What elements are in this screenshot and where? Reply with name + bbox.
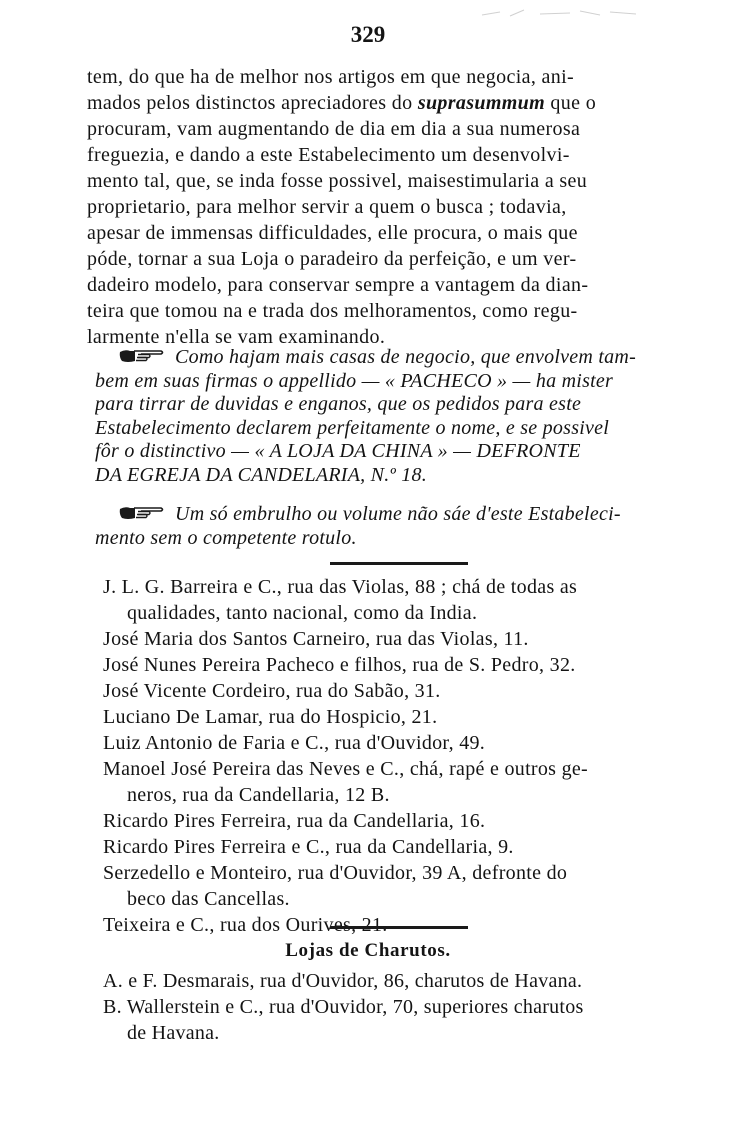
notice-line: Como hajam mais casas de negocio, que envolvem tam- [95,346,685,370]
paragraph-line: mento tal, que, se inda fosse possivel, maisestimularia a seu [87,170,588,192]
paragraph-line: freguezia, e dando a este Estabelecimento um desenvolvi- [87,144,570,166]
paragraph-line: dadeiro modelo, para conservar sempre a vantagem da dian- [87,274,589,296]
pointing-hand-icon [119,347,165,365]
list-item: Serzedello e Monteiro, rua d'Ouvidor, 39 A, defronte do beco das Cancellas. [103,862,568,910]
notice-line: para tirrar de duvidas e enganos, que os pedidos para este [95,393,582,415]
paragraph-line: proprietario, para melhor servir a quem o busca ; todavia, [87,196,567,218]
paragraph-line: apesar de immensas difficuldades, elle procura, o mais que [87,222,578,244]
paragraph-line: póde, tornar a sua Loja o paradeiro da perfeição, e um ver- [87,248,577,270]
notice-line: Um só embrulho ou volume não sáe d'este Estabeleci- [95,503,685,527]
paragraph-line: procuram, vam augmentando de dia em dia a sua numerosa [87,118,581,140]
scan-noise-mark [480,6,640,20]
list-item: Teixeira e C., rua dos Ourives, 21. [103,914,388,936]
paragraph-line: mados pelos distinctos apreciadores do suprasummum que o [87,92,597,114]
list-item: Luciano De Lamar, rua do Hospicio, 21. [103,706,438,728]
page-number: 329 [350,22,386,47]
pointing-hand-icon [119,504,165,522]
list-item: J. L. G. Barreira e C., rua das Violas, 88 ; chá de todas as qualidades, tanto nacional, como da India. [103,576,578,624]
notice-line: mento sem o competente rotulo. [95,526,357,549]
list-item: José Vicente Cordeiro, rua do Sabão, 31. [103,680,441,702]
list-item: José Nunes Pereira Pacheco e filhos, rua de S. Pedro, 32. [103,654,576,676]
notice-packaging [95,503,685,550]
list-item: Ricardo Pires Ferreira, rua da Candellaria, 16. [103,810,486,832]
paragraph-line: tem, do que ha de melhor nos artigos em que negocia, ani- [87,66,575,88]
paragraph-line: teira que tomou na e trada dos melhoramentos, como regu- [87,300,578,322]
list-item: Ricardo Pires Ferreira e C., rua da Candellaria, 9. [103,836,514,858]
notice-line: DA EGREJA DA CANDELARIA, N.º 18. [95,463,427,486]
merchant-list [103,574,693,938]
paragraph-line: larmente n'ella se vam examinando. [87,326,386,348]
tobacco-shop-list [103,968,698,1046]
list-item: José Maria dos Santos Carneiro, rua das Violas, 11. [103,628,529,650]
advertisement-paragraph [87,64,680,350]
list-item: Luiz Antonio de Faria e C., rua d'Ouvidor, 49. [103,732,486,754]
section-divider [330,562,468,565]
list-item: A. e F. Desmarais, rua d'Ouvidor, 86, charutos de Havana. [103,970,583,992]
list-item: B. Wallerstein e C., rua d'Ouvidor, 70, superiores charutos de Havana. [103,996,584,1044]
notice-line: fôr o distinctivo — « A LOJA DA CHINA » — DEFRONTE [95,440,581,462]
notice-pacheco [95,346,685,487]
emphasized-word: suprasummum [417,92,546,114]
section-title-tobacco: Lojas de Charutos. [285,940,451,961]
notice-line: bem em suas firmas o appellido — « PACHECO » — ha mister [95,369,614,392]
list-item: Manoel José Pereira das Neves e C., chá, rapé e outros ge- neros, rua da Candellaria, 12 B. [103,758,589,806]
section-divider-2 [330,926,468,929]
notice-line: Estabelecimento declarem perfeitamente o nome, e se possivel [95,416,610,439]
